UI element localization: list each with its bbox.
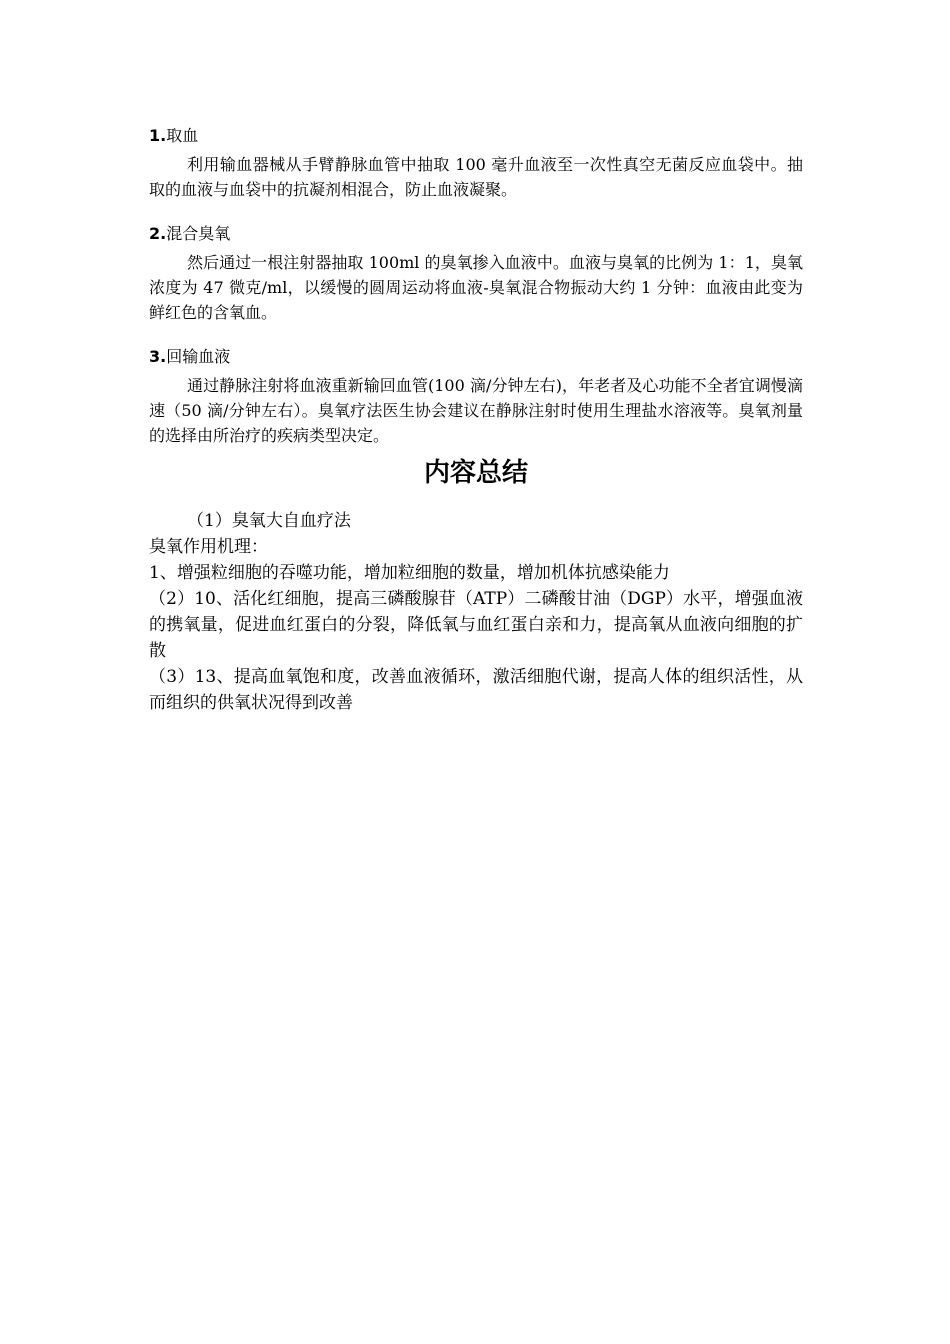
summary-block bbox=[149, 508, 803, 716]
section-number: 2. bbox=[149, 224, 167, 243]
section-reinfuse-blood bbox=[149, 345, 803, 448]
section-title: 回输血液 bbox=[166, 347, 231, 366]
summary-line: （3）13、提高血氧饱和度，改善血液循环，激活细胞代谢，提高人体的组织活性，从而组织的供氧状况得到改善 bbox=[149, 667, 803, 713]
section-heading bbox=[149, 124, 803, 148]
section-draw-blood bbox=[149, 124, 803, 202]
section-heading bbox=[149, 345, 803, 369]
section-body: 利用输血器械从手臂静脉血管中抽取 100 毫升血液至一次性真空无菌反应血袋中。抽取的血液与血袋中的抗凝剂相混合，防止血液凝聚。 bbox=[149, 155, 803, 199]
section-mix-ozone bbox=[149, 222, 803, 325]
section-body: 然后通过一根注射器抽取 100ml 的臭氧掺入血液中。血液与臭氧的比例为 1：1，臭氧浓度为 47 微克/ml，以缓慢的圆周运动将血液-臭氧混合物振动大约 1 分钟：血液由此变为鲜红色的含氧血。 bbox=[149, 253, 803, 322]
section-body: 通过静脉注射将血液重新输回血管(100 滴/分钟左右)，年老者及心功能不全者宜调慢滴速（50 滴/分钟左右）。臭氧疗法医生协会建议在静脉注射时使用生理盐水溶液等。臭氧剂量的选择由所治疗的疾病类型决定。 bbox=[149, 376, 803, 445]
section-title: 取血 bbox=[166, 126, 199, 145]
summary-title: 内容总结 bbox=[423, 458, 528, 488]
section-heading bbox=[149, 222, 803, 246]
summary-line: 臭氧作用机理： bbox=[149, 537, 268, 557]
summary-line: （1）臭氧大自血疗法 bbox=[187, 511, 351, 531]
section-title: 混合臭氧 bbox=[166, 224, 231, 243]
summary-line: 1、增强粒细胞的吞噬功能，增加粒细胞的数量，增加机体抗感染能力 bbox=[149, 563, 670, 583]
section-number: 1. bbox=[149, 126, 167, 145]
document-content bbox=[149, 124, 803, 716]
summary-line: （2）10、活化红细胞，提高三磷酸腺苷（ATP）二磷酸甘油（DGP）水平，增强血液的携氧量，促进血红蛋白的分裂，降低氧与血红蛋白亲和力，提高氧从血液向细胞的扩散 bbox=[149, 589, 803, 661]
section-number: 3. bbox=[149, 347, 167, 366]
